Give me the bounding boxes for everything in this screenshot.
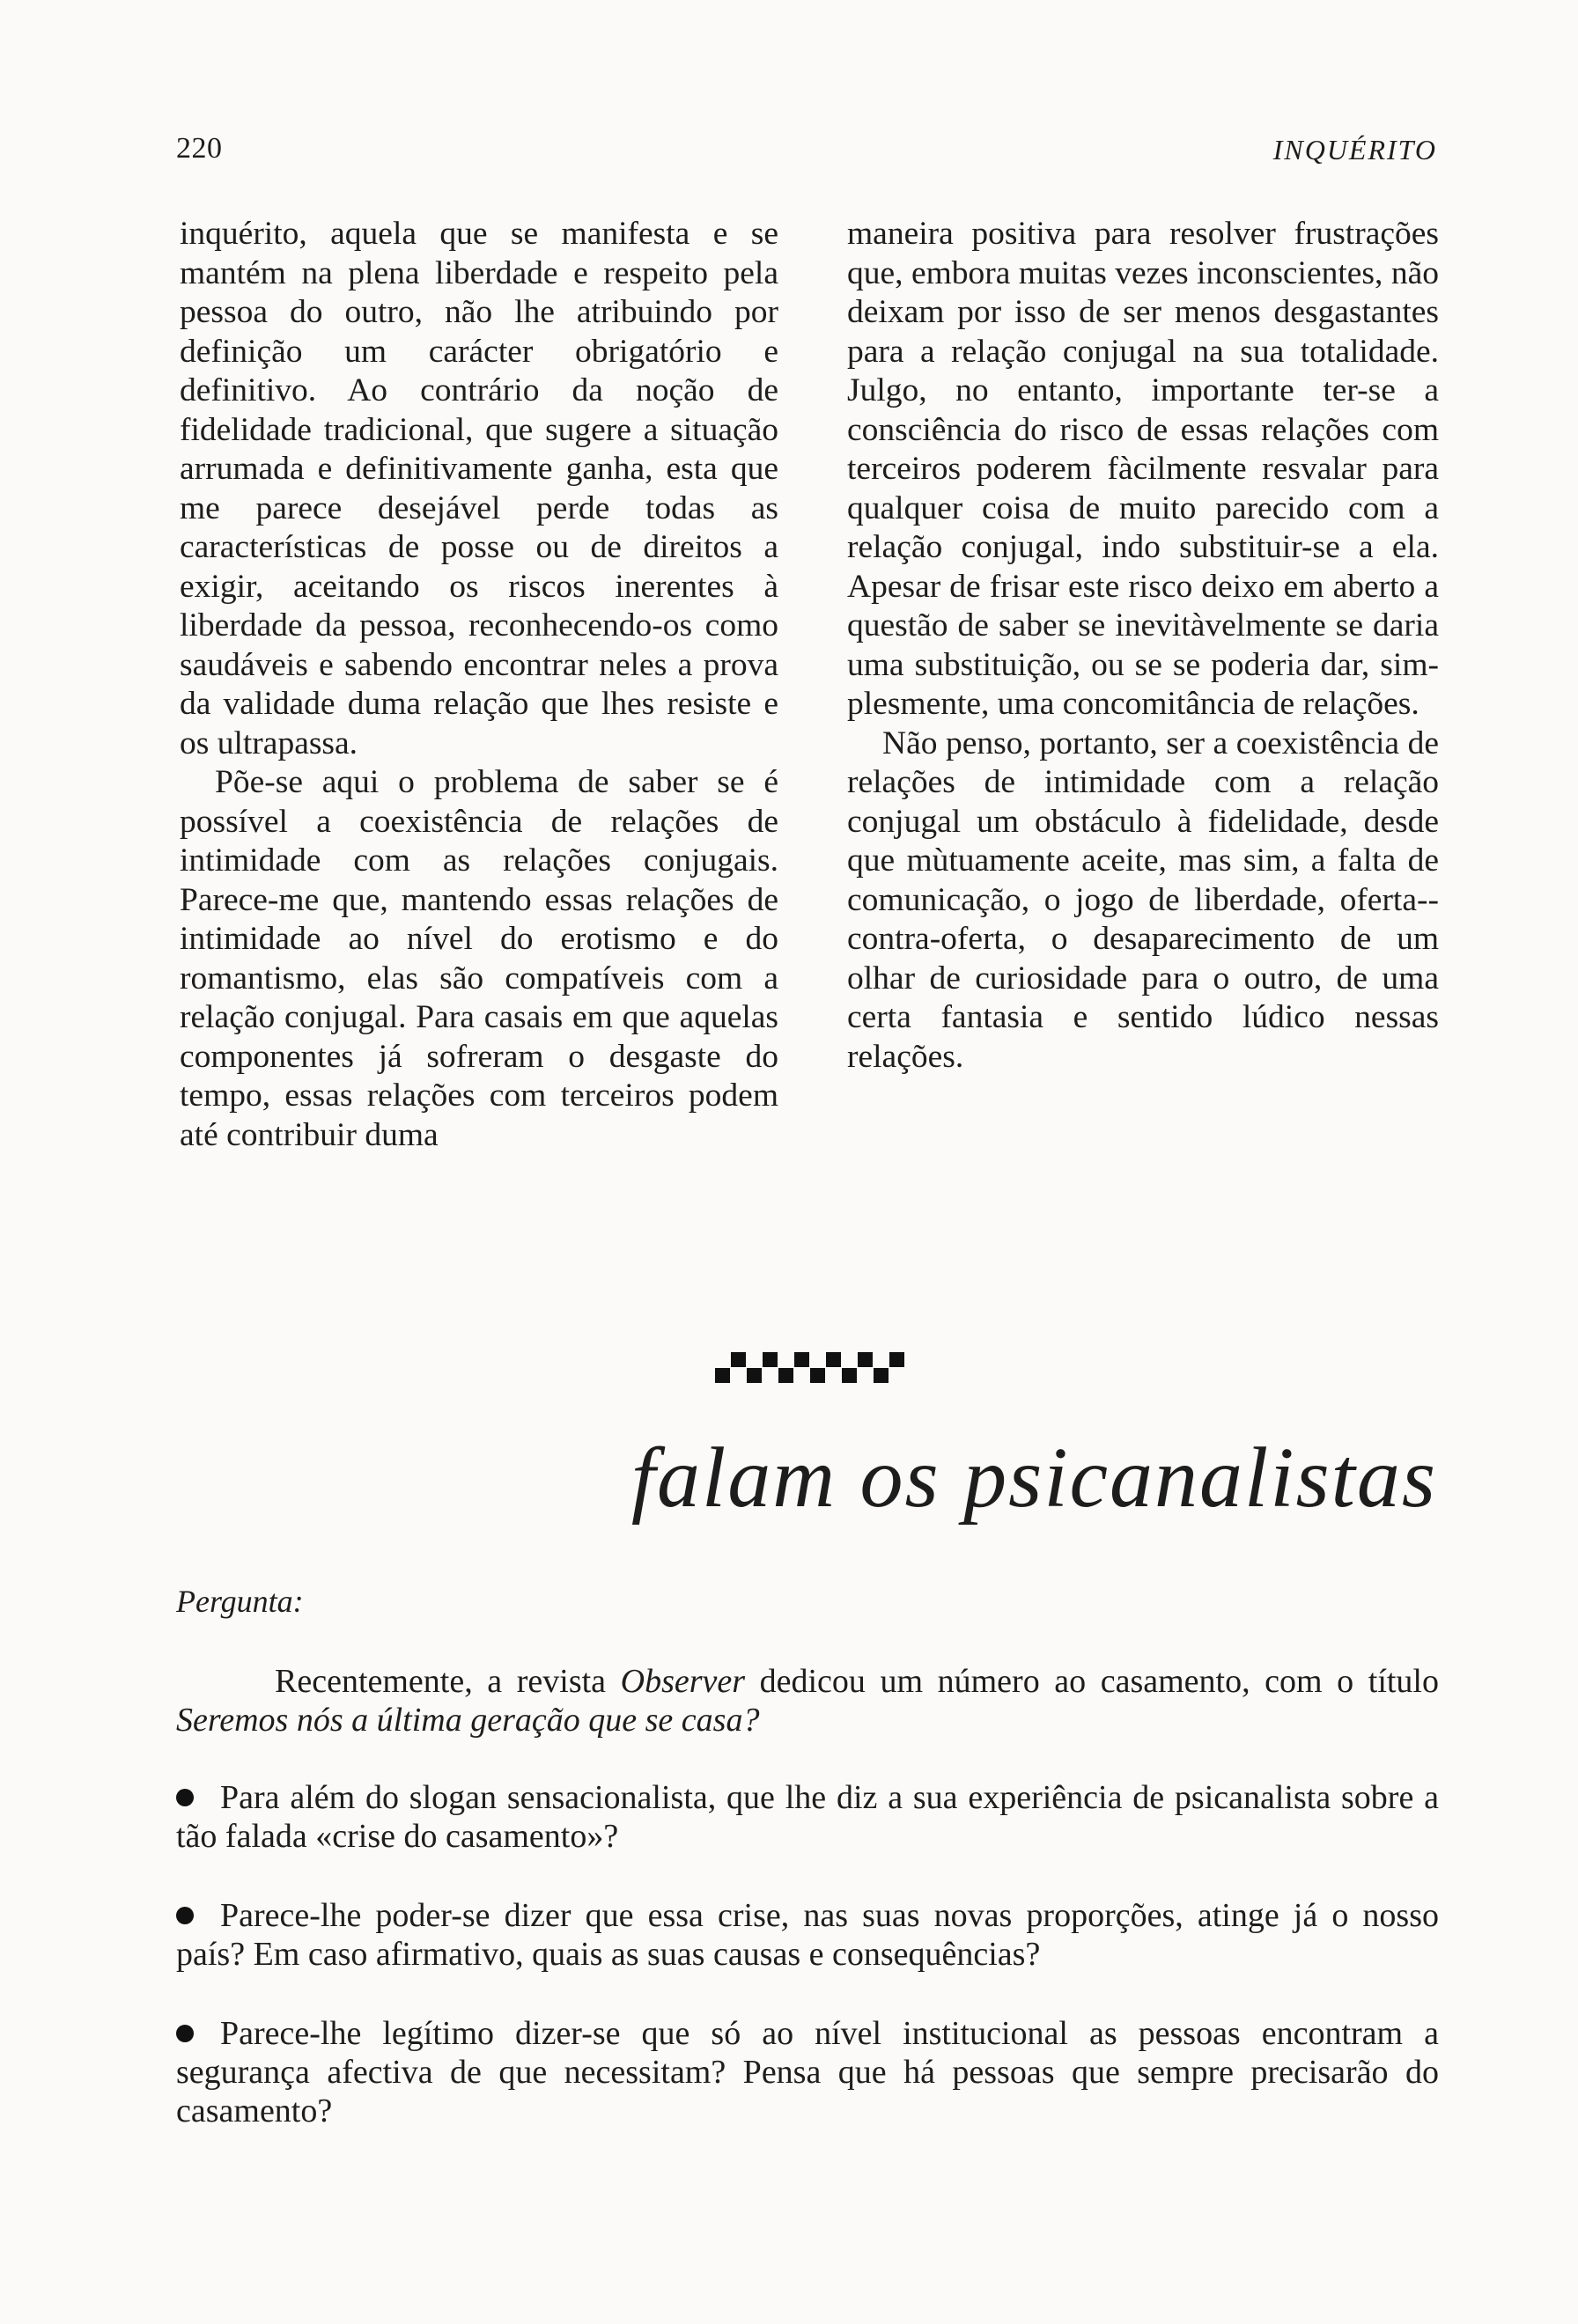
question-bullet — [176, 1896, 1439, 1974]
bullet-dot-icon — [176, 2025, 194, 2042]
right-column — [847, 215, 1439, 1077]
checkered-ornament-icon — [715, 1336, 909, 1389]
bullet-text: Parece-lhe poder-se dizer que essa crise, nas suas novas proporções, atinge já o nosso país? Em caso afirmativo, quais as suas causas e consequências? — [176, 1897, 1439, 1973]
issue-title: Seremos nós a última geração que se casa? — [176, 1702, 760, 1739]
question-bullet — [176, 1778, 1439, 1856]
bullet-text: Para além do slogan sensacionalista, que lhe diz a sua experiência de psicanalista sobre a tão falada «crise do casamento»? — [176, 1779, 1439, 1855]
question-bullet — [176, 2014, 1439, 2130]
left-paragraph-1: inquérito, aquela que se manifesta e se mantém na plena liberdade e respeito pela pessoa do outro, não lhe atribuindo por definição um carácter obrigatório e definitivo. Ao contrário da noção de fidelidade tradicional, que sugere a situação arrumada e definitivamente ganha, esta que me parece desejável perde todas as características de posse ou de direitos a exigir, aceitando os riscos inerentes à liberdade da pessoa, reconhecendo-os como saudáveis e sabendo encontrar neles a prova da validade duma relação que lhes resiste e os ultrapassa. — [180, 216, 778, 761]
question-label: Pergunta: — [176, 1584, 304, 1619]
page-number: 220 — [176, 132, 223, 165]
intro-text-start: Recentemente, a revista — [275, 1663, 621, 1700]
question-intro — [176, 1662, 1439, 1739]
right-paragraph-2: Não penso, portanto, ser a coexistência de relações de intimidade com a relação conjugal um obstáculo à fidelidade, desde que mùtuamente aceite, mas sim, a falta de comunicação, o jogo de liberdade, oferta-contra-oferta, o desaparecimento de um olhar de curiosidade para o outro, de uma certa fantasia e sentido lúdico nessas relações. — [847, 724, 1439, 1075]
bullet-dot-icon — [176, 1789, 194, 1806]
magazine-name: Observer — [620, 1663, 746, 1700]
running-head: INQUÉRITO — [1272, 134, 1437, 165]
intro-text-middle: dedicou um número ao casamento, com o título — [745, 1663, 1439, 1700]
left-paragraph-2: Põe-se aqui o problema de saber se é possível a coexistência de relações de intimidade com as relações conjugais. Parece-me que, mantendo essas relações de intimidade ao nível do erotismo e do romantismo, elas são compatíveis com a relação conjugal. Para casais em que aquelas componentes já sofreram o desgaste do tempo, essas relações com terceiros podem até contribuir duma — [180, 764, 778, 1153]
bullet-dot-icon — [176, 1907, 194, 1924]
bullet-text: Parece-lhe legítimo dizer-se que só ao nível institucional as pessoas encontram a segurança afectiva de que necessitam? Pensa que há pessoas que sempre precisarão do casamento? — [176, 2015, 1439, 2129]
right-paragraph-1: maneira positiva para resolver frustrações que, embora muitas vezes inconscientes, não deixam por isso de ser menos desgastantes para a relação conjugal na sua totalidade. Julgo, no entanto, importante ter-se a consciência do risco de essas relações com terceiros poderem fàcilmente resvalar para qualquer coisa de muito parecido com a relação conjugal, indo substituir-se a ela. Apesar de frisar este risco deixo em aberto a questão de saber se inevitàvelmente se daria uma substituição, ou se se poderia dar, simplesmente, uma concomitância de relações. — [847, 216, 1439, 722]
section-title: falam os psicanalistas — [630, 1430, 1437, 1526]
left-column — [180, 215, 778, 1155]
